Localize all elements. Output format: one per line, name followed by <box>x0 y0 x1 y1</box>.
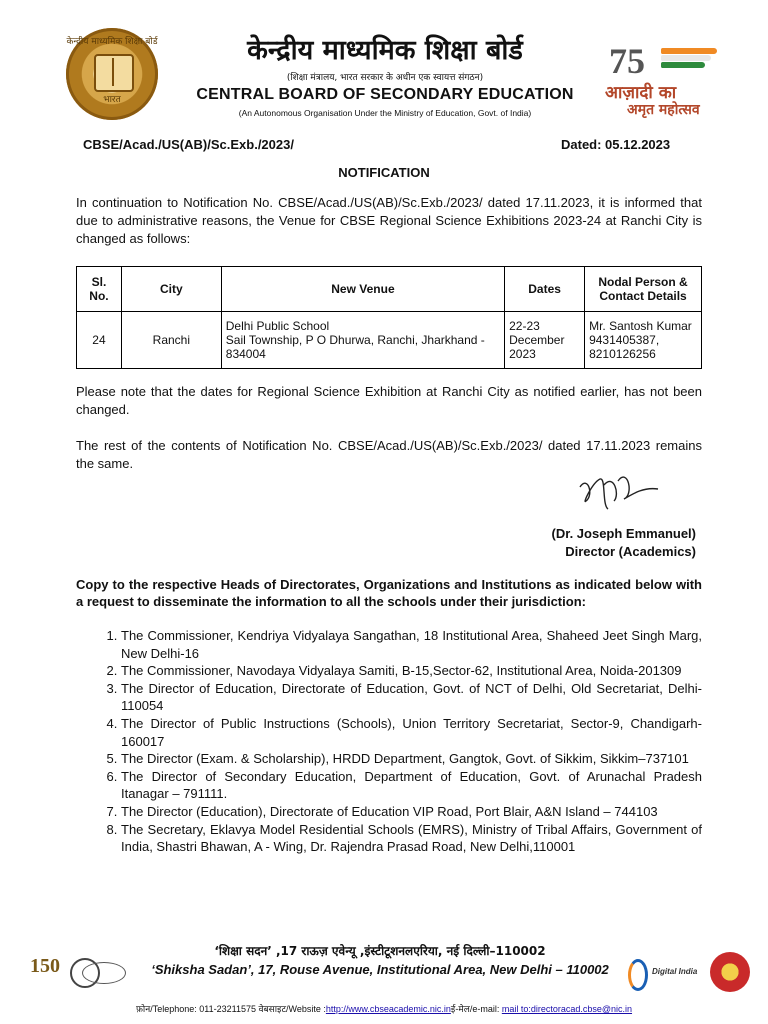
contact-prefix: फ़ोन/Telephone: 011-23211575 वेबसाइट/Website : <box>135 1004 326 1014</box>
azadi-75-number: 75 <box>609 41 645 81</box>
list-item: 3. The Director of Education, Directorate of Education, Govt. of NCT of Delhi, Old Secretariat, Delhi-110054 <box>121 680 702 715</box>
rest-paragraph: The rest of the contents of Notification No. CBSE/Acad./US(AB)/Sc.Exb./2023/ dated 17.11.2023 remains the same. <box>76 438 702 471</box>
swachh-bharat-icon <box>82 962 126 984</box>
emblem-icon <box>710 952 750 992</box>
signature-scribble <box>574 465 664 515</box>
years-logo-number: 150 <box>30 955 60 977</box>
venue-table <box>76 266 702 369</box>
copy-to-intro: Copy to the respective Heads of Directorates, Organizations and Institutions as indicated below with a request to disseminate the information to all the schools under their jurisdiction: <box>76 577 702 609</box>
reference-number: CBSE/Acad./US(AB)/Sc.Exb./2023/ <box>83 137 294 152</box>
list-item: 4. The Director of Public Instructions (Schools), Union Territory Secretariat, Sector-9, Chandigarh- 160017 <box>121 715 702 750</box>
col-header-nodal-person: Nodal Person & Contact Details <box>585 267 702 312</box>
signatory-designation: Director (Academics) <box>565 544 696 559</box>
recipients-list <box>76 627 702 856</box>
signatory-block <box>500 525 696 561</box>
list-item: 2. The Commissioner, Navodaya Vidyalaya Samiti, B-15,Sector-62, Institutional Area, Noida-201309 <box>121 662 702 680</box>
hindi-subtitle: (शिक्षा मंत्रालय, भारत सरकार के अधीन एक स्वायत्त संगठन) <box>286 73 484 83</box>
col-header-sl-no: Sl. No. <box>77 267 122 312</box>
hindi-title: केन्द्रीय माध्यमिक शिक्षा बोर्ड <box>247 35 523 66</box>
azadi-ka-amrit-mahotsav-logo <box>605 40 735 120</box>
reference-date: Dated: 05.12.2023 <box>561 137 671 152</box>
cell-new-venue <box>221 312 504 369</box>
years-logo <box>30 955 74 991</box>
footer-contact <box>0 1002 768 1015</box>
list-item: 6. The Director of Secondary Education, Department of Education, Govt. of Arunachal Pradesh Itanagar – 791111. <box>121 768 702 803</box>
cbse-logo <box>66 28 158 120</box>
footer-english-address: ‘Shiksha Sadan’, 17, Rouse Avenue, Institutional Area, New Delhi – 110002 <box>151 962 609 977</box>
footer-hindi-address: ‘शिक्षा सदन’ ,17 राऊज़ एवेन्यू ,इंस्टीटूशनलएरिया, नई दिल्ली–110002 <box>214 944 546 958</box>
contact-name: Mr. Santosh Kumar <box>589 319 692 333</box>
col-header-dates: Dates <box>505 267 585 312</box>
signatory-name: (Dr. Joseph Emmanuel) <box>551 526 696 541</box>
digital-india-icon <box>628 959 648 991</box>
cbse-logo-top-text: केन्द्रीय माध्यमिक शिक्षा बोर्ड <box>66 37 158 47</box>
email-label: ई-मेल/e-mail: <box>450 1004 502 1014</box>
list-item: 8. The Secretary, Eklavya Model Residential Schools (EMRS), Ministry of Tribal Affairs, Government of India, Shastri Bhawan, A - Wing, Dr. Rajendra Prasad Road, New Delhi,110001 <box>121 821 702 856</box>
venue-name: Delhi Public School <box>225 319 330 333</box>
cbse-logo-book-icon <box>94 54 134 92</box>
note-paragraph: Please note that the dates for Regional Science Exhibition at Ranchi City as notified earlier, has not been changed. <box>76 384 702 417</box>
list-item: 5. The Director (Exam. & Scholarship), HRDD Department, Gangtok, Govt. of Sikkim, Sikkim–737101 <box>121 750 702 768</box>
email-link[interactable]: mail to:directoracad.cbse@nic.in <box>501 1004 633 1014</box>
flag-icon <box>661 48 721 68</box>
cell-contact <box>585 312 702 369</box>
list-item: 1. The Commissioner, Kendriya Vidyalaya Sangathan, 18 Institutional Area, Shaheed Jeet Singh Marg, New Delhi-16 <box>121 627 702 662</box>
cbse-logo-bottom-text: भारत <box>103 95 121 105</box>
cell-city: Ranchi <box>121 312 221 369</box>
intro-paragraph: In continuation to Notification No. CBSE/Acad./US(AB)/Sc.Exb./2023/ dated 17.11.2023, it is informed that due to administrative reasons, the Venue for CBSE Regional Science Exhibitions 2023-24 at Ranchi City is changed as follows: <box>76 195 702 246</box>
english-subtitle: (An Autonomous Organisation Under the Ministry of Education, Govt. of India) <box>238 108 532 118</box>
digital-india-text: Digital India <box>652 967 698 976</box>
website-link[interactable]: http://www.cbseacademic.nic.in <box>325 1004 451 1014</box>
cell-dates: 22-23 December 2023 <box>505 312 585 369</box>
col-header-new-venue: New Venue <box>221 267 504 312</box>
azadi-line2: अमृत महोत्सव <box>627 102 700 118</box>
list-item: 7. The Director (Education), Directorate of Education VIP Road, Port Blair, A&N Island – 744103 <box>121 803 702 821</box>
table-row <box>77 312 702 369</box>
digital-india-logo <box>628 955 700 995</box>
cell-sl-no: 24 <box>77 312 122 369</box>
notification-heading: NOTIFICATION <box>338 165 430 180</box>
contact-phones: 9431405387, 8210126256 <box>589 333 660 361</box>
table-header-row <box>77 267 702 312</box>
venue-address: Sail Township, P O Dhurwa, Ranchi, Jharkhand - 834004 <box>225 333 485 361</box>
english-title: CENTRAL BOARD OF SECONDARY EDUCATION <box>196 86 574 103</box>
azadi-line1: आज़ादी का <box>605 83 677 103</box>
col-header-city: City <box>121 267 221 312</box>
